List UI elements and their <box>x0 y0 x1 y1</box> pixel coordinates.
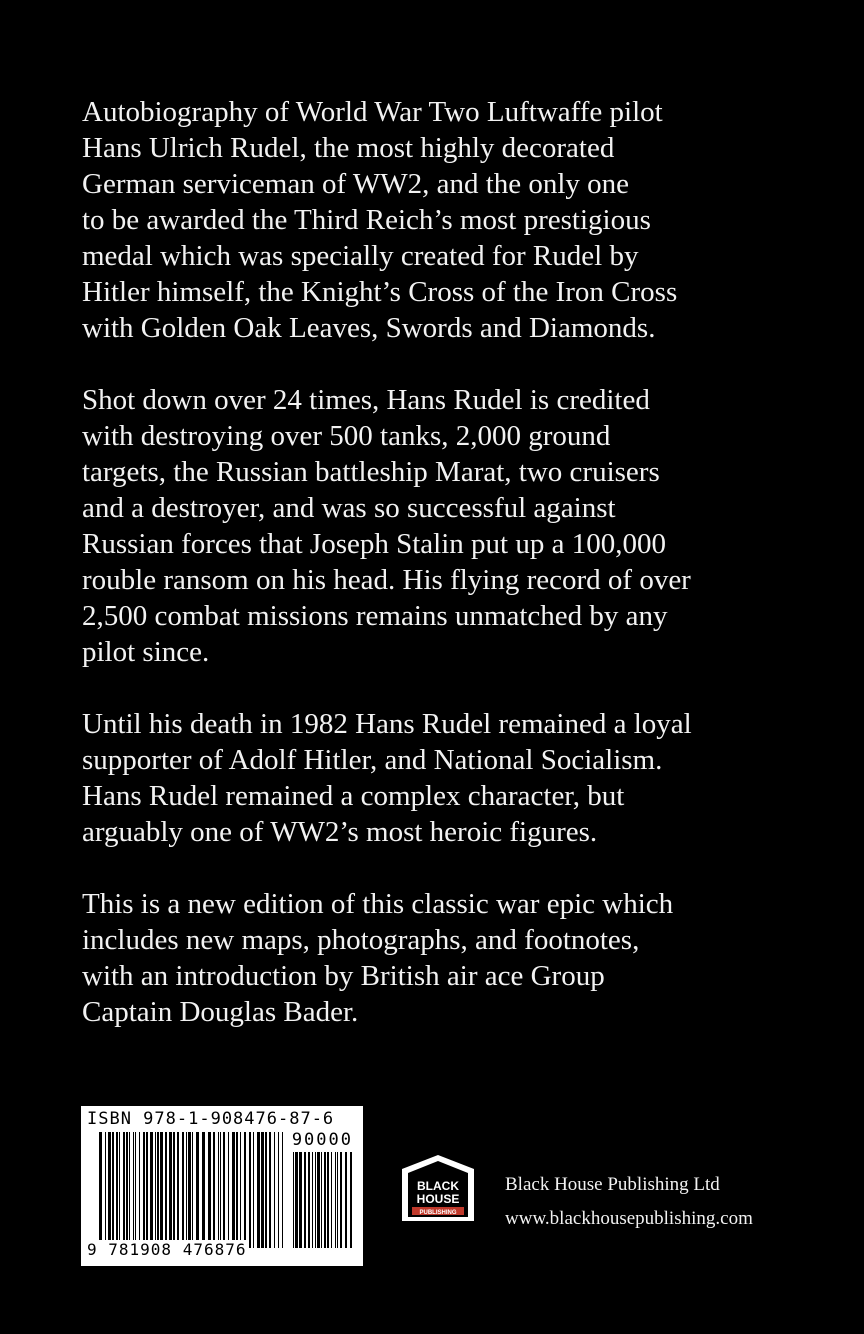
publisher-website: www.blackhousepublishing.com <box>505 1208 753 1229</box>
barcode-bar <box>129 1132 130 1248</box>
barcode-bar <box>208 1132 211 1248</box>
barcode-bar <box>143 1132 145 1248</box>
text-line: Until his death in 1982 Hans Rudel remained a loyal <box>82 708 692 740</box>
barcode-bar <box>99 1132 102 1248</box>
barcode-bar <box>317 1152 320 1248</box>
barcode-bar <box>304 1152 306 1248</box>
barcode-bar <box>146 1132 148 1248</box>
barcode-bar <box>223 1132 225 1248</box>
barcode-bar <box>173 1132 175 1248</box>
barcode-bar <box>308 1152 310 1248</box>
text-line: Russian forces that Joseph Stalin put up a 100,000 <box>82 528 666 560</box>
barcode-bar <box>335 1152 336 1248</box>
barcode-bar <box>150 1132 153 1248</box>
text-line: arguably one of WW2’s most heroic figures. <box>82 816 598 848</box>
addon-barcode-bars <box>293 1152 353 1248</box>
barcode-bar <box>192 1132 193 1248</box>
barcode-bar <box>257 1132 260 1248</box>
barcode-bar <box>177 1132 179 1248</box>
text-line: with destroying over 500 tanks, 2,000 ground <box>82 420 611 452</box>
text-line: and a destroyer, and was so successful against <box>82 492 616 524</box>
barcode-bar <box>157 1132 159 1248</box>
barcode-bar <box>123 1132 125 1248</box>
barcode-bar <box>202 1132 205 1248</box>
text-line: German serviceman of WW2, and the only one <box>82 168 630 200</box>
barcode-bar <box>331 1152 332 1248</box>
isbn-label: ISBN 978-1-908476-87-6 <box>87 1109 335 1129</box>
barcode-bar <box>253 1132 254 1248</box>
barcode-bar <box>240 1132 241 1248</box>
barcode-bar <box>350 1152 352 1248</box>
barcode-bar <box>218 1132 219 1248</box>
barcode-bar <box>312 1152 313 1248</box>
barcode-bar <box>139 1132 140 1248</box>
barcode-bar <box>155 1132 156 1248</box>
paragraph-4 <box>82 886 822 1030</box>
barcode-bar <box>182 1132 184 1248</box>
barcode-bar <box>112 1132 114 1248</box>
price-code: 90000 <box>291 1130 353 1150</box>
text-line: 2,500 combat missions remains unmatched by any <box>82 600 668 632</box>
barcode-bar <box>116 1132 118 1248</box>
paragraph-3 <box>82 706 822 850</box>
barcode-bar <box>278 1132 279 1248</box>
barcode-bar <box>274 1132 275 1248</box>
barcode-bar <box>160 1132 163 1248</box>
barcode-bar <box>213 1132 215 1248</box>
blurb-text <box>82 94 822 1066</box>
barcode-bar <box>196 1132 199 1248</box>
text-line: Hans Rudel remained a complex character, but <box>82 780 625 812</box>
barcode-bar <box>236 1132 238 1248</box>
text-line: Hans Ulrich Rudel, the most highly decorated <box>82 132 615 164</box>
text-line: Captain Douglas Bader. <box>82 996 359 1028</box>
text-line: targets, the Russian battleship Marat, two cruisers <box>82 456 660 488</box>
barcode-bar <box>228 1132 229 1248</box>
text-line: pilot since. <box>82 636 210 668</box>
logo-word-black: BLACK <box>417 1179 459 1193</box>
barcode-bar <box>105 1132 106 1248</box>
barcode-bar <box>133 1132 134 1248</box>
barcode-bar <box>169 1132 172 1248</box>
barcode-bar <box>126 1132 128 1248</box>
text-line: rouble ransom on his head. His flying record of over <box>82 564 691 596</box>
text-line: Hitler himself, the Knight’s Cross of the Iron Cross <box>82 276 678 308</box>
barcode-bar <box>340 1152 342 1248</box>
text-line: with an introduction by British air ace Group <box>82 960 605 992</box>
logo-word-house: HOUSE <box>416 1192 460 1206</box>
barcode-bar <box>282 1132 283 1248</box>
text-line: to be awarded the Third Reich’s most prestigious <box>82 204 651 236</box>
barcode-bar <box>186 1132 187 1248</box>
barcode-bar <box>299 1152 302 1248</box>
barcode-bar <box>188 1132 191 1248</box>
barcode-bar <box>261 1132 264 1248</box>
barcode-bar <box>269 1132 271 1248</box>
publisher-logo <box>400 1153 476 1223</box>
barcode-bar <box>293 1152 294 1248</box>
barcode-bar <box>119 1132 120 1248</box>
publisher-name: Black House Publishing Ltd <box>505 1174 720 1195</box>
text-line: includes new maps, photographs, and footnotes, <box>82 924 640 956</box>
barcode-bars <box>99 1132 284 1248</box>
barcode-bar <box>337 1152 338 1248</box>
text-line: supporter of Adolf Hitler, and National Socialism. <box>82 744 663 776</box>
barcode-bar <box>345 1152 347 1248</box>
barcode-bar <box>321 1152 322 1248</box>
barcode-bar <box>315 1152 316 1248</box>
barcode-bar <box>265 1132 267 1248</box>
text-line: medal which was specially created for Rudel by <box>82 240 639 272</box>
barcode-bar <box>108 1132 111 1248</box>
text-line: Shot down over 24 times, Hans Rudel is credited <box>82 384 650 416</box>
logo-word-publishing: PUBLISHING <box>419 1210 457 1216</box>
text-line: with Golden Oak Leaves, Swords and Diamonds. <box>82 312 656 344</box>
barcode-bar <box>232 1132 235 1248</box>
ean-digits: 9 781908 476876 <box>87 1240 247 1259</box>
text-line: Autobiography of World War Two Luftwaffe pilot <box>82 96 663 128</box>
barcode-bar <box>220 1132 221 1248</box>
barcode-bar <box>249 1132 251 1248</box>
barcode-bar <box>324 1152 326 1248</box>
publisher-info <box>505 1168 753 1236</box>
barcode-bar <box>295 1152 298 1248</box>
paragraph-1 <box>82 94 822 346</box>
paragraph-2 <box>82 382 822 670</box>
text-line: This is a new edition of this classic war epic which <box>82 888 674 920</box>
barcode-bar <box>165 1132 167 1248</box>
barcode-bar <box>327 1152 329 1248</box>
isbn-barcode <box>81 1106 363 1266</box>
barcode-bar <box>135 1132 136 1248</box>
barcode-bar <box>244 1132 246 1248</box>
